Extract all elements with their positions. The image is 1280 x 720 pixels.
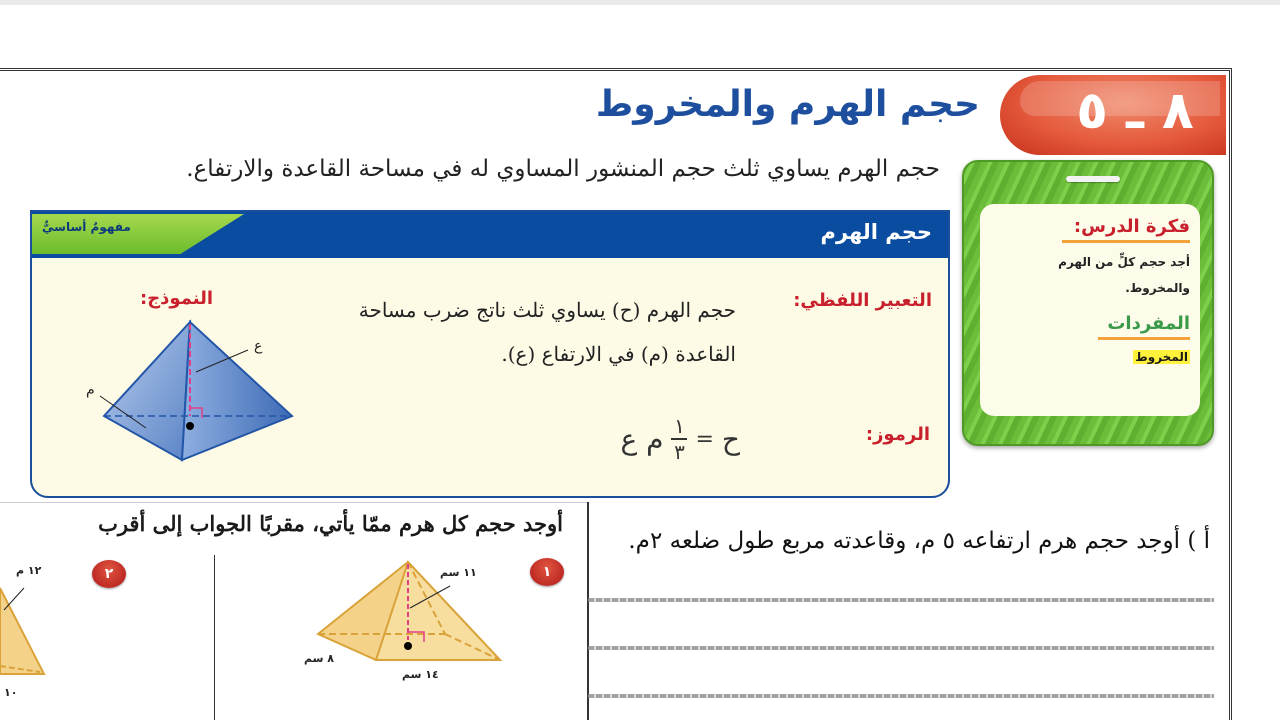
height-label: ع [254,338,263,354]
fraction-numerator: ١ [674,414,685,438]
verbal-text: حجم الهرم (ح) يساوي ثلث ناتج ضرب مساحة القاعدة (م) في الارتفاع (ع). [358,298,736,366]
lesson-idea-heading: فكرة الدرس: [1062,216,1190,243]
intro-text: حجم الهرم يساوي ثلث حجم المنشور المساوي له في مساحة القاعدة والارتفاع. [186,156,940,182]
card-hanger-icon [1066,176,1120,182]
lesson-number: ٨ ـ ٥ [1076,81,1194,141]
answer-line-1[interactable] [588,598,1214,602]
exercise-divider [214,555,215,720]
key-concept-box [30,210,950,498]
blue-pyramid-diagram [72,312,312,472]
vocabulary-heading: المفردات [1098,313,1190,340]
orange-pyramid-diagram-2 [0,580,60,690]
lesson-idea-text: أجد حجم كلٍّ من الهرم والمخروط. [1058,255,1190,295]
exercise-instruction: أوجد حجم كل هرم ممّا يأتي، مقربًا الجواب إلى أقرب [98,511,563,536]
vocabulary-term: المخروط [1135,350,1188,364]
verbal-label: التعبير اللفظي: [793,290,932,311]
lesson-idea-card [962,160,1214,446]
exercise-2-base: ١٠ [4,686,18,699]
idea-card-inner [980,204,1200,416]
exercise-1-width: ٨ سم [304,652,334,665]
exercise-header [0,502,587,552]
practice-question: أ ) أوجد حجم هرم ارتفاعه ٥ م، وقاعدته مربع طول ضلعه ٢م. [628,528,1210,554]
exercise-2-badge: ٢ [92,560,126,588]
concept-title: حجم الهرم [820,220,932,244]
formula-equals: = [695,426,714,452]
top-toolbar-strip [0,0,1280,5]
lesson-number-badge [1000,75,1226,155]
exercise-1-badge: ١ [530,558,564,586]
concept-header [32,212,948,258]
answer-line-3[interactable] [588,694,1214,698]
symbols-label: الرموز: [865,424,930,445]
base-label: م [86,382,95,398]
orange-pyramid-diagram-1 [310,556,510,666]
fraction-denominator: ٣ [674,440,685,464]
formula-rhs: م ع [620,422,664,456]
column-divider [587,502,589,720]
answer-line-2[interactable] [588,646,1214,650]
exercise-1-length: ١٤ سم [402,668,439,681]
concept-tag-label: مفهومٌ أساسيٌّ [42,220,131,234]
formula-lhs: ح [721,422,740,456]
formula-fraction [671,416,687,462]
exercise-2-height: ١٢ م [16,564,42,577]
volume-formula [621,416,740,462]
model-label: النموذج: [140,288,214,309]
exercise-1-height: ١١ سم [440,566,477,579]
lesson-title: حجم الهرم والمخروط [595,84,980,125]
